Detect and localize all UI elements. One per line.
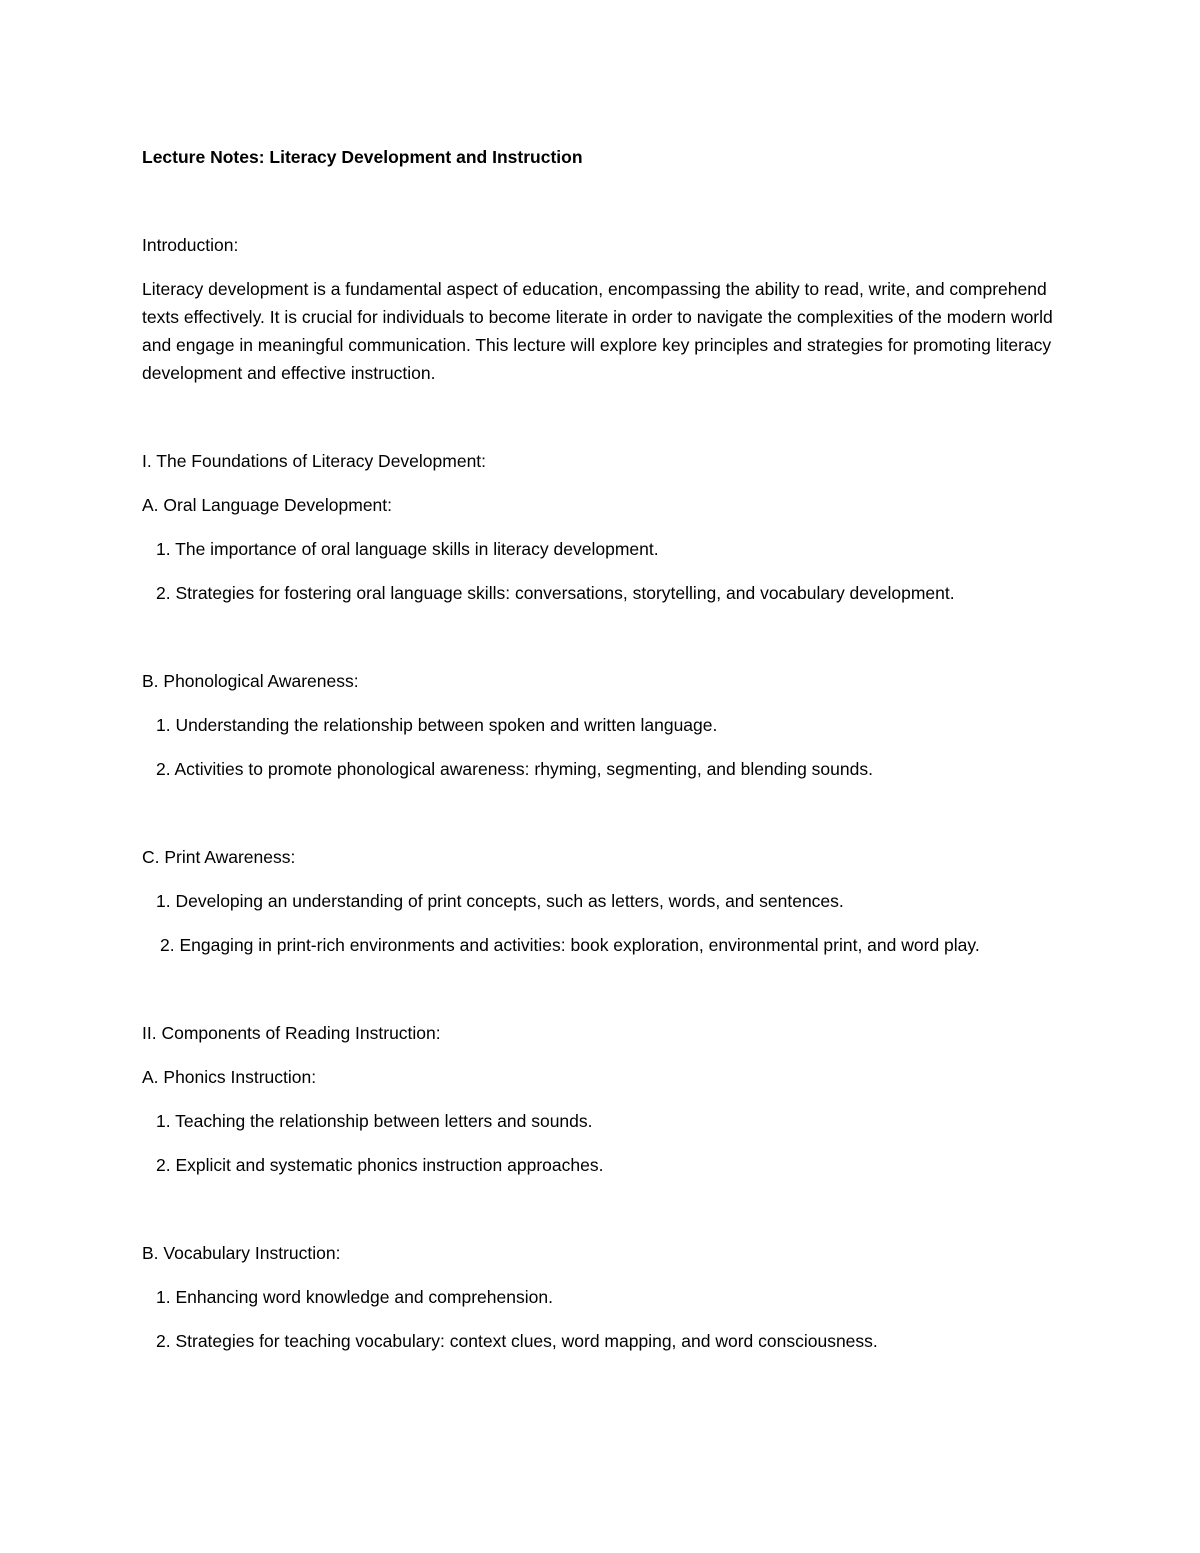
introduction-paragraph: Literacy development is a fundamental aspect of education, encompassing the ability to read, write, and comprehend texts effectively. It is crucial for individuals to become literate in order to navigate the complexities of the modern world and engage in meaningful communication. This lecture will explore key principles and strategies for promoting literacy development and effective instruction. [142,279,1053,383]
subsection-heading: A. Oral Language Development: [142,495,393,515]
list-item: 2. Explicit and systematic phonics instruction approaches. [156,1155,604,1175]
list-item: 2. Activities to promote phonological awareness: rhyming, segmenting, and blending sounds. [156,759,873,779]
subsection-heading: C. Print Awareness: [142,847,296,867]
section-heading: II. Components of Reading Instruction: [142,1023,441,1043]
section-heading: I. The Foundations of Literacy Development: [142,451,487,471]
list-item: 1. Developing an understanding of print concepts, such as letters, words, and sentences. [156,891,844,911]
list-item: 2. Strategies for teaching vocabulary: context clues, word mapping, and word consciousness. [156,1331,878,1351]
introduction-label: Introduction: [142,235,239,255]
list-item: 1. The importance of oral language skills in literacy development. [156,539,659,559]
list-item: 1. Enhancing word knowledge and comprehension. [156,1287,553,1307]
document-title: Lecture Notes: Literacy Development and Instruction [142,147,583,167]
subsection-heading: B. Vocabulary Instruction: [142,1243,341,1263]
subsection-heading: B. Phonological Awareness: [142,671,359,691]
document-body [142,143,1062,1371]
list-item [142,931,1062,959]
list-item: 1. Understanding the relationship between spoken and written language. [156,715,718,735]
list-item: 1. Teaching the relationship between letters and sounds. [156,1111,593,1131]
list-item-text: 2. Engaging in print-rich environments and activities: book exploration, environmental print, and word play. [160,935,980,955]
list-item: 2. Strategies for fostering oral language skills: conversations, storytelling, and vocabulary development. [156,583,955,603]
subsection-heading: A. Phonics Instruction: [142,1067,317,1087]
